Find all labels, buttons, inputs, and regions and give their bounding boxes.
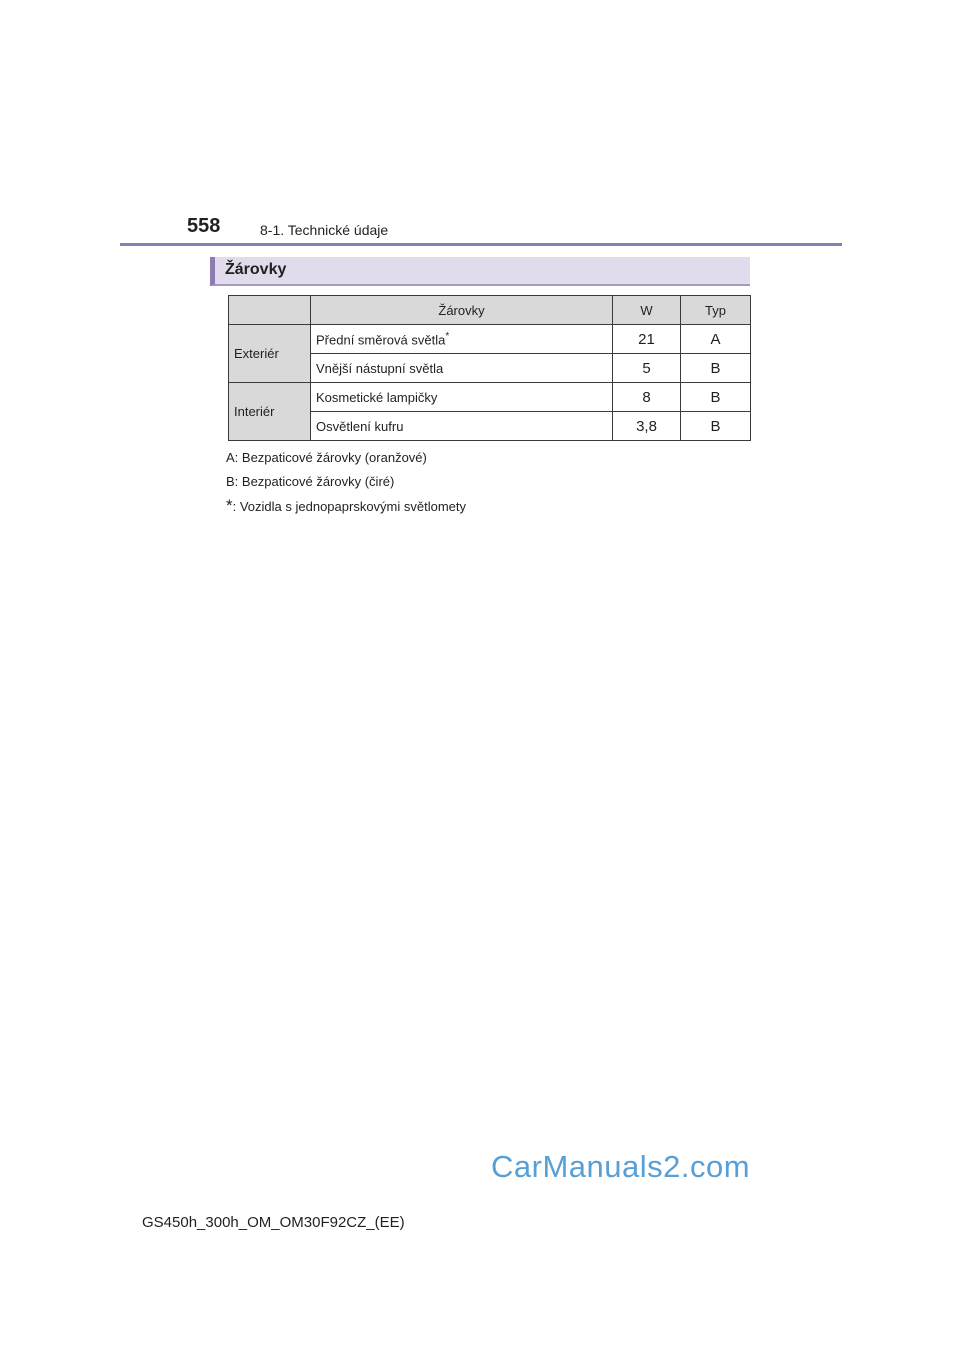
chapter-title: 8-1. Technické údaje [260, 222, 389, 238]
bulbs-table [228, 295, 751, 441]
header-cell-watt: W [613, 296, 681, 325]
header-cell-empty [229, 296, 311, 325]
watt-cell: 21 [613, 325, 681, 354]
watt-cell: 5 [613, 354, 681, 383]
note-footnote [226, 496, 466, 516]
type-cell: B [681, 412, 751, 441]
note-type-b: B: Bezpaticové žárovky (čiré) [226, 474, 395, 489]
bulb-cell [311, 325, 613, 354]
bulb-cell: Vnější nástupní světla [311, 354, 613, 383]
page-number: 558 [187, 215, 221, 237]
footnote-mark: * [445, 330, 450, 342]
document-code-footer: GS450h_300h_OM_OM30F92CZ_(EE) [142, 1214, 405, 1231]
footnote-star-icon: * [226, 496, 233, 515]
bulb-label: Přední směrová světla [316, 332, 446, 348]
type-cell: B [681, 383, 751, 412]
header-rule [120, 243, 842, 246]
section-title: Žárovky [225, 261, 287, 278]
group-cell-exterior: Exteriér [229, 325, 311, 383]
watt-cell: 8 [613, 383, 681, 412]
type-cell: B [681, 354, 751, 383]
header-cell-bulbs: Žárovky [311, 296, 613, 325]
section-heading [210, 257, 750, 286]
table-row [229, 325, 751, 354]
bulb-cell: Osvětlení kufru [311, 412, 613, 441]
header-cell-type: Typ [681, 296, 751, 325]
watermark-link[interactable]: CarManuals2.com [491, 1149, 751, 1184]
note-type-a: A: Bezpaticové žárovky (oranžové) [226, 450, 427, 465]
type-cell: A [681, 325, 751, 354]
watt-cell: 3,8 [613, 412, 681, 441]
table-row [229, 383, 751, 412]
bulb-cell: Kosmetické lampičky [311, 383, 613, 412]
footnote-text: : Vozidla s jednopaprskovými světlomety [232, 499, 467, 514]
table-header-row [229, 296, 751, 325]
group-cell-interior: Interiér [229, 383, 311, 441]
